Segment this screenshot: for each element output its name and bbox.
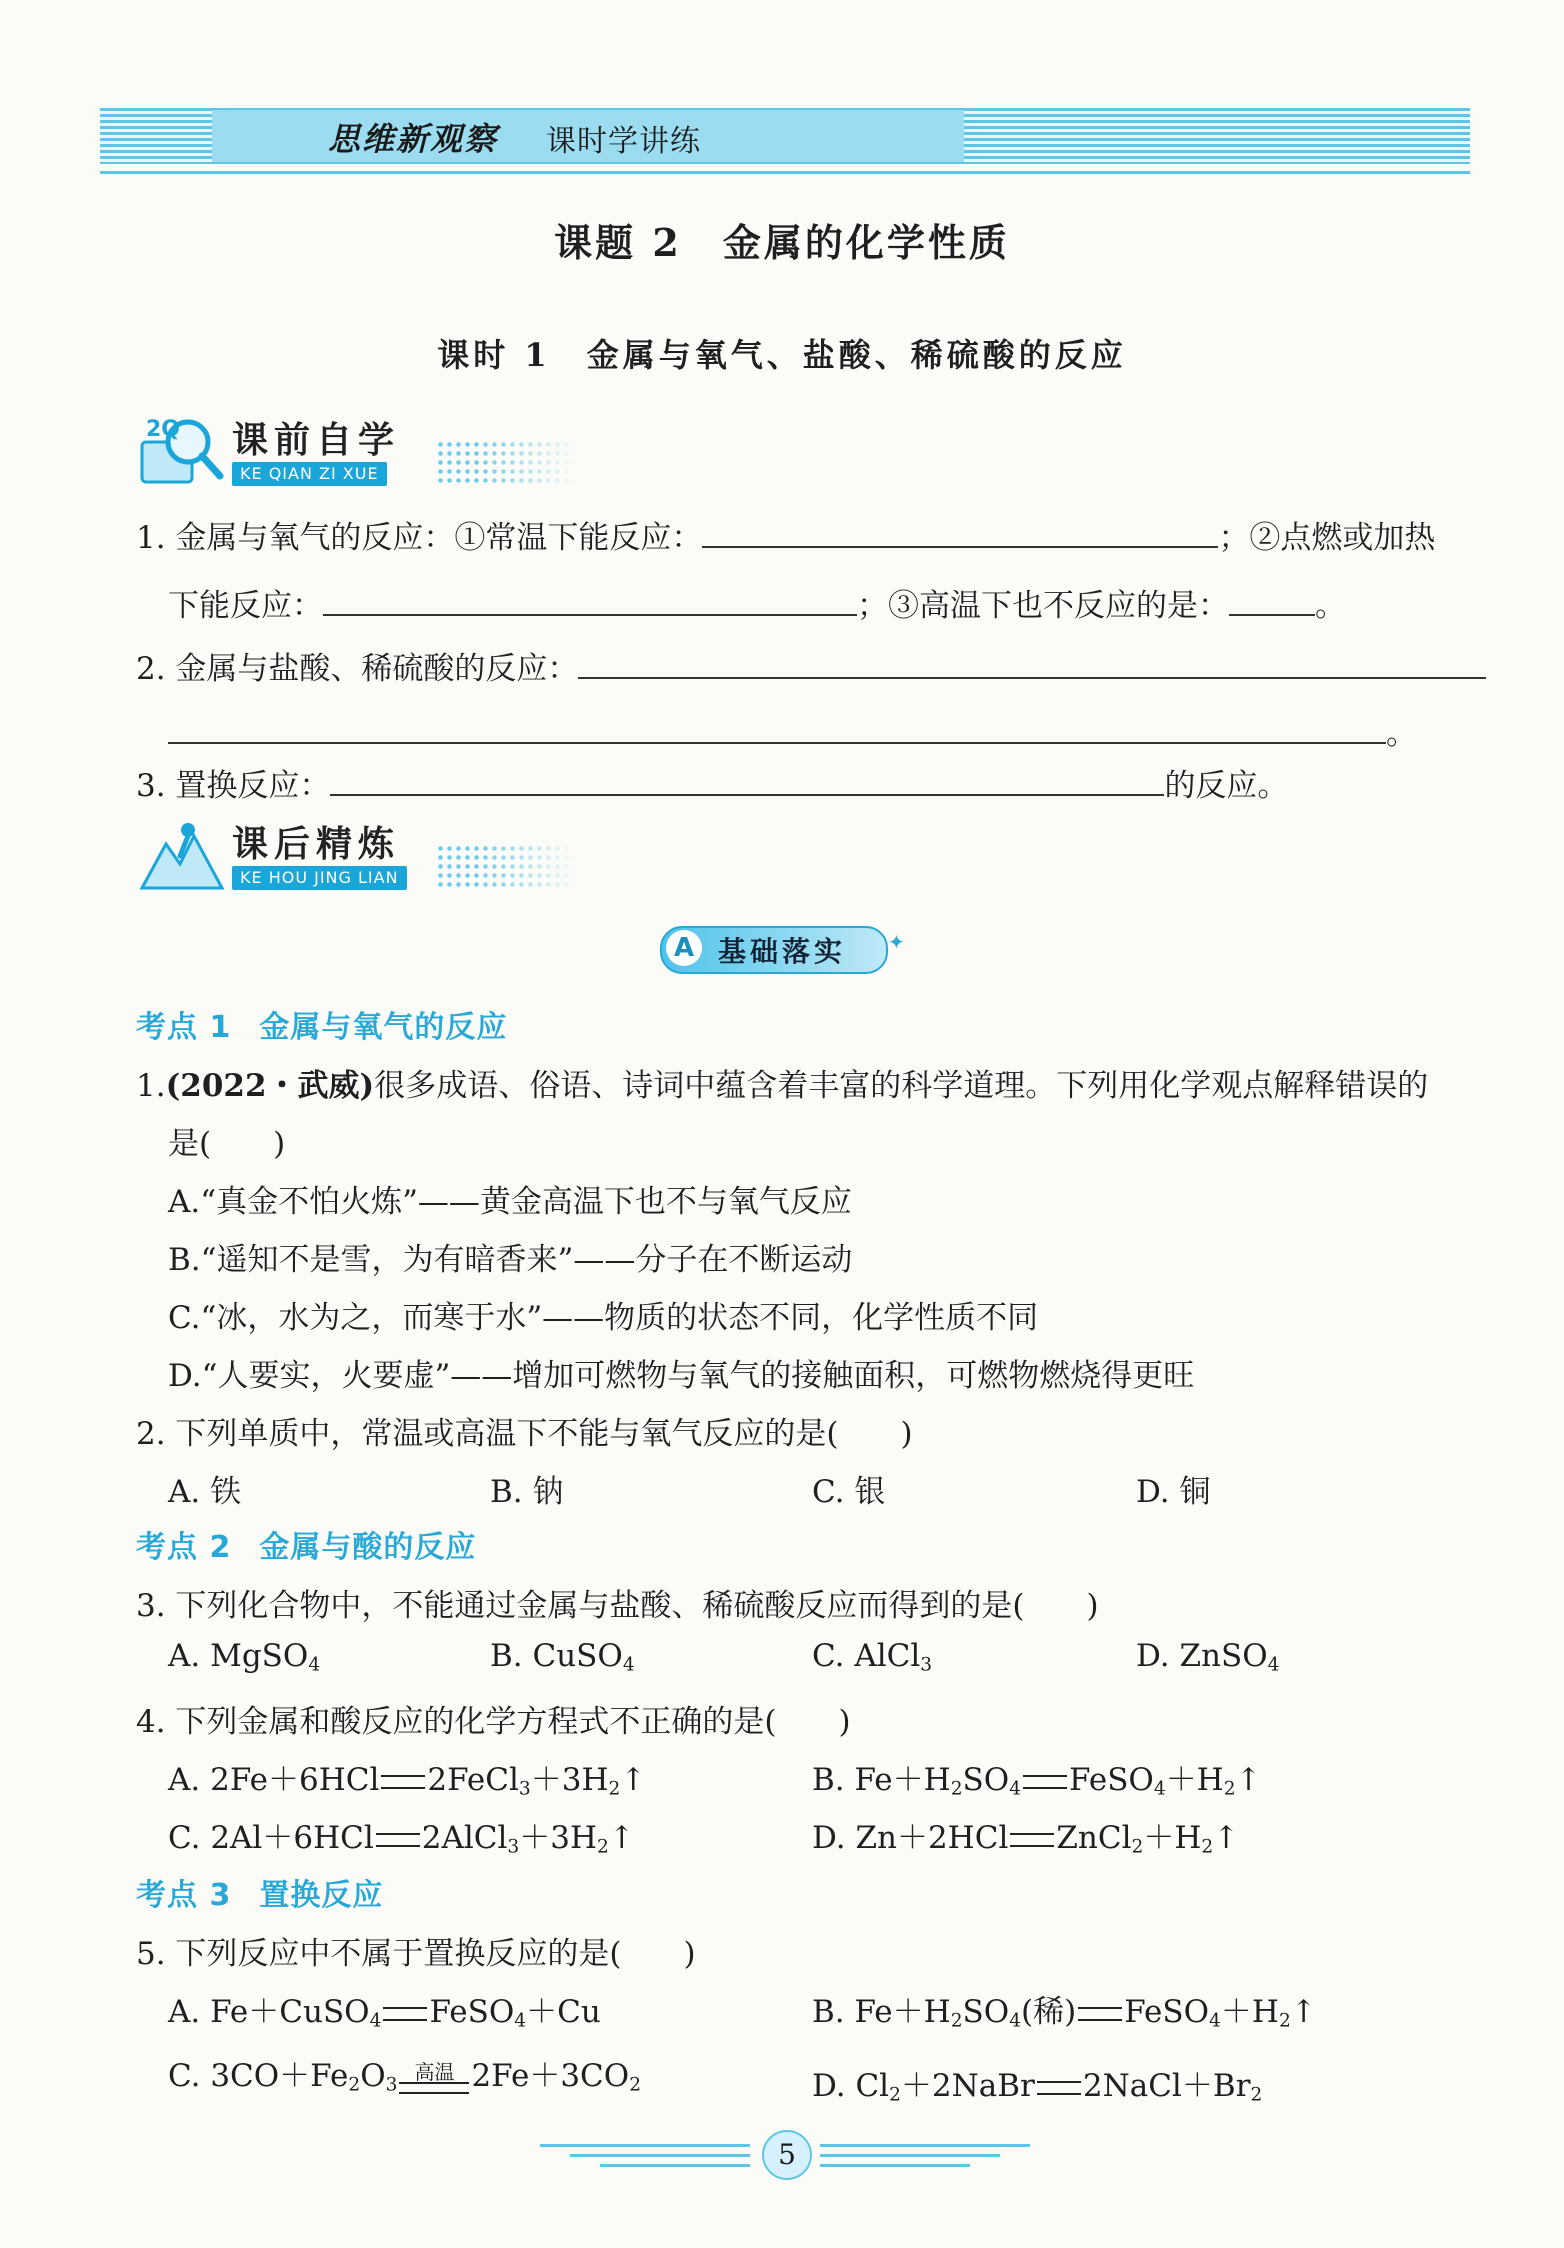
q4-option-b[interactable]: B. $Fe+H_2SO_4$ $FeSO_4+H_2↑$ bbox=[812, 1762, 1262, 1800]
level-letter: A bbox=[666, 930, 702, 966]
q2-option-a[interactable]: A. 铁 bbox=[168, 1474, 242, 1510]
fill-blank[interactable] bbox=[578, 647, 1486, 679]
level-a-badge bbox=[660, 922, 910, 974]
fill-blank[interactable] bbox=[330, 764, 1164, 796]
fill-blank[interactable] bbox=[702, 516, 1218, 548]
page-number: 5 bbox=[762, 2130, 812, 2180]
pre-item-2: 2. 金属与盐酸、稀硫酸的反应： bbox=[136, 643, 1486, 688]
header-subtitle: 课时学讲练 bbox=[546, 124, 701, 159]
question-3: 3. 下列化合物中，不能通过金属与盐酸、稀硫酸反应而得到的是( ) bbox=[136, 1588, 1099, 1624]
section-badge-pre bbox=[136, 412, 576, 494]
star-icon: ✦ bbox=[888, 930, 905, 954]
section-badge-label: 课前自学 bbox=[232, 420, 401, 461]
header-brand: 思维新观察 bbox=[328, 120, 499, 158]
q3-option-a[interactable]: A. MgSO$_4$ bbox=[168, 1638, 321, 1676]
section-badge-post bbox=[136, 816, 576, 898]
magnifier-book-icon bbox=[136, 412, 228, 492]
pre-item-2-cont: 。 bbox=[168, 708, 1417, 753]
question-1-cont: 是( ) bbox=[168, 1126, 286, 1162]
kp-heading-3: 考点 3 置换反应 bbox=[136, 1878, 384, 1913]
pre-item-3: 3. 置换反应： 的反应。 bbox=[136, 760, 1288, 805]
q5-option-c[interactable]: C. $3CO+Fe_2O_3$ 高温 $2Fe+3CO_2$ bbox=[168, 2058, 642, 2096]
q3-option-c[interactable]: C. AlCl$_3$ bbox=[812, 1638, 933, 1676]
dot-pattern bbox=[436, 440, 576, 484]
q1-option-b[interactable]: B.“遥知不是雪，为有暗香来”——分子在不断运动 bbox=[168, 1242, 853, 1278]
q2-option-c[interactable]: C. 银 bbox=[812, 1474, 886, 1510]
level-label: 基础落实 bbox=[718, 935, 847, 968]
fill-blank[interactable] bbox=[323, 584, 857, 616]
fill-blank[interactable] bbox=[1229, 584, 1315, 616]
q5-option-a[interactable]: A. Fe＋CuSO$_4$ FeSO$_4$＋Cu bbox=[168, 1994, 601, 2032]
q3-option-b[interactable]: B. CuSO$_4$ bbox=[490, 1638, 635, 1676]
q2-option-d[interactable]: D. 铜 bbox=[1136, 1474, 1211, 1510]
q4-option-a[interactable]: A. 2Fe＋6HCl $2FeCl_3+3H_2↑$ bbox=[168, 1762, 647, 1800]
kp-heading-2: 考点 2 金属与酸的反应 bbox=[136, 1530, 477, 1565]
q1-option-d[interactable]: D.“人要实，火要虚”——增加可燃物与氧气的接触面积，可燃物燃烧得更旺 bbox=[168, 1358, 1195, 1394]
question-4: 4. 下列金属和酸反应的化学方程式不正确的是( ) bbox=[136, 1704, 851, 1740]
q2-option-b[interactable]: B. 钠 bbox=[490, 1474, 564, 1510]
q1-option-c[interactable]: C.“冰，水为之，而寒于水”——物质的状态不同，化学性质不同 bbox=[168, 1300, 1039, 1336]
fill-blank[interactable] bbox=[168, 712, 1386, 744]
q5-option-d[interactable]: D. $Cl_2+2NaBr$ $2NaCl+Br_2$ bbox=[812, 2068, 1263, 2106]
section-badge-pinyin: KE QIAN ZI XUE bbox=[232, 462, 387, 486]
section-badge-label: 课后精炼 bbox=[232, 824, 401, 865]
question-1: 1.(2022・武威)很多成语、俗语、诗词中蕴含着丰富的科学道理。下列用化学观点解释错误的 bbox=[136, 1068, 1429, 1104]
q4-option-d[interactable]: D. Zn＋2HCl $ZnCl_2+H_2↑$ bbox=[812, 1820, 1240, 1858]
q3-option-d[interactable]: D. ZnSO$_4$ bbox=[1136, 1638, 1280, 1676]
climber-icon bbox=[136, 816, 228, 896]
q1-option-a[interactable]: A.“真金不怕火炼”——黄金高温下也不与氧气反应 bbox=[168, 1184, 852, 1220]
kp-heading-1: 考点 1 金属与氧气的反应 bbox=[136, 1010, 508, 1045]
page-title: 课题 2 金属的化学性质 bbox=[554, 220, 1010, 265]
pre-item-1-cont: 下能反应： ；③高温下也不反应的是： 。 bbox=[168, 580, 1346, 625]
lesson-title: 课时 1 金属与氧气、盐酸、稀硫酸的反应 bbox=[437, 336, 1127, 374]
dot-pattern bbox=[436, 844, 576, 888]
svg-text:2Q: 2Q bbox=[146, 417, 181, 442]
pre-item-1: 1. 金属与氧气的反应：①常温下能反应： ；②点燃或加热 bbox=[136, 512, 1435, 557]
header-band bbox=[100, 108, 1470, 164]
section-badge-pinyin: KE HOU JING LIAN bbox=[232, 866, 407, 890]
question-2: 2. 下列单质中，常温或高温下不能与氧气反应的是( ) bbox=[136, 1416, 913, 1452]
question-5: 5. 下列反应中不属于置换反应的是( ) bbox=[136, 1936, 696, 1972]
q4-option-c[interactable]: C. 2Al＋6HCl $2AlCl_3+3H_2↑$ bbox=[168, 1820, 635, 1858]
q5-option-b[interactable]: B. $Fe+H_2SO_4$(稀) $FeSO_4+H_2↑$ bbox=[812, 1994, 1317, 2032]
page-footer bbox=[540, 2126, 1030, 2196]
